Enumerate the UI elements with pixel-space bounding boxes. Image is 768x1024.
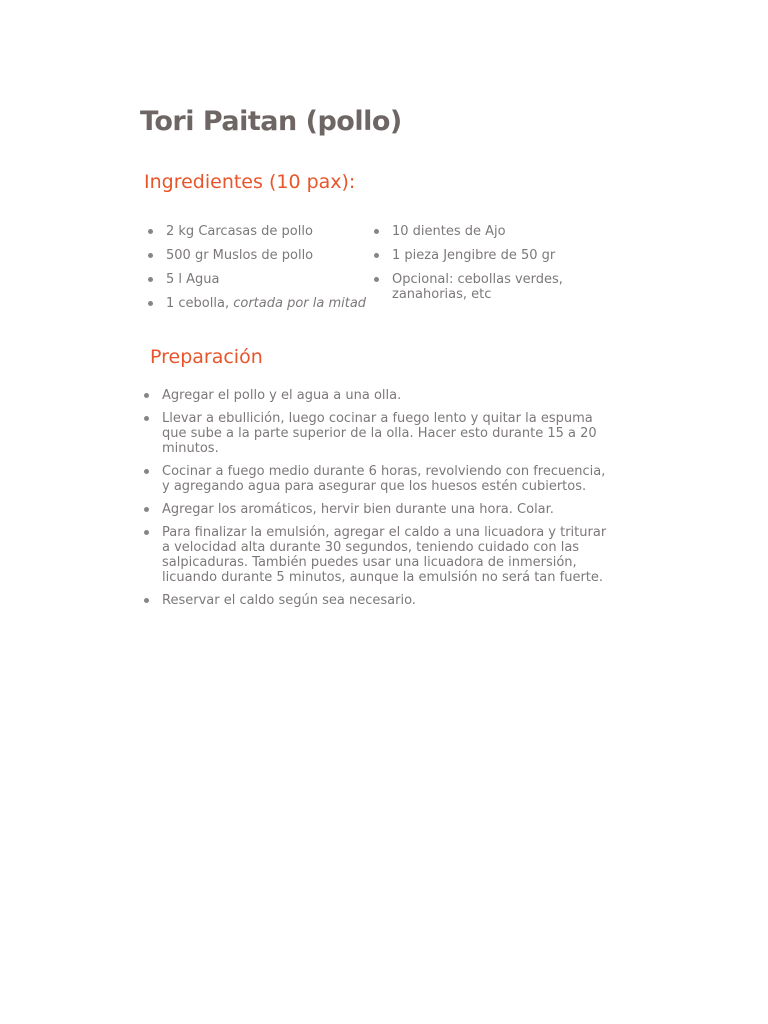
ingredients-heading: Ingredientes (10 pax): (144, 171, 356, 193)
ingredient-text: 500 gr Muslos de pollo (166, 248, 314, 263)
bullet-icon (148, 301, 153, 306)
bullet-icon (144, 598, 149, 603)
bullet-icon (374, 229, 379, 234)
ingredient-text: 10 dientes de Ajo (392, 224, 506, 239)
step-text: Llevar a ebullición, luego cocinar a fuego lento y quitar la espuma que sube a la parte superior de la olla. Hacer esto durante 15 a 20 minutos. (162, 411, 597, 456)
step-text: Cocinar a fuego medio durante 6 horas, revolviendo con frecuencia, y agregando agua para asegurar que los huesos estén cubiertos. (162, 464, 606, 494)
list-item (142, 464, 612, 494)
preparation-steps-list (142, 388, 612, 616)
ingredients-list-right (372, 224, 582, 302)
step-text: Reservar el caldo según sea necesario. (162, 593, 416, 608)
preparation-heading: Preparación (150, 346, 263, 368)
bullet-icon (144, 393, 149, 398)
ingredient-text: 5 l Agua (166, 272, 220, 287)
bullet-icon (144, 530, 149, 535)
bullet-icon (148, 229, 153, 234)
bullet-icon (148, 277, 153, 282)
list-item (372, 224, 582, 239)
ingredient-text: 1 cebolla, (166, 296, 234, 311)
ingredients-list-left (146, 224, 371, 320)
list-item (142, 411, 612, 456)
step-text: Agregar los aromáticos, hervir bien durante una hora. Colar. (162, 502, 554, 517)
list-item (372, 272, 582, 302)
ingredient-text: 2 kg Carcasas de pollo (166, 224, 313, 239)
bullet-icon (144, 507, 149, 512)
bullet-icon (374, 277, 379, 282)
step-text: Agregar el pollo y el agua a una olla. (162, 388, 402, 403)
bullet-icon (144, 469, 149, 474)
list-item (146, 296, 371, 311)
bullet-icon (148, 253, 153, 258)
bullet-icon (374, 253, 379, 258)
step-text: Para finalizar la emulsión, agregar el caldo a una licuadora y triturar a velocidad alta durante 30 segundos, teniendo cuidado con las salpicaduras. También puedes usar una licuadora de inmersión, licuando durante 5 minutos, aunque la emulsión no será tan fuerte. (162, 525, 607, 585)
list-item (142, 388, 612, 403)
bullet-icon (144, 416, 149, 421)
list-item (146, 224, 371, 239)
list-item (146, 272, 371, 287)
list-item (146, 248, 371, 263)
list-item (142, 502, 612, 517)
list-item (372, 248, 582, 263)
list-item (142, 525, 612, 585)
ingredient-text: 1 pieza Jengibre de 50 gr (392, 248, 556, 263)
list-item (142, 593, 612, 608)
ingredient-text: Opcional: cebollas verdes, zanahorias, etc (392, 272, 563, 302)
ingredient-note: cortada por la mitad (233, 296, 367, 311)
page-title: Tori Paitan (pollo) (140, 106, 402, 137)
